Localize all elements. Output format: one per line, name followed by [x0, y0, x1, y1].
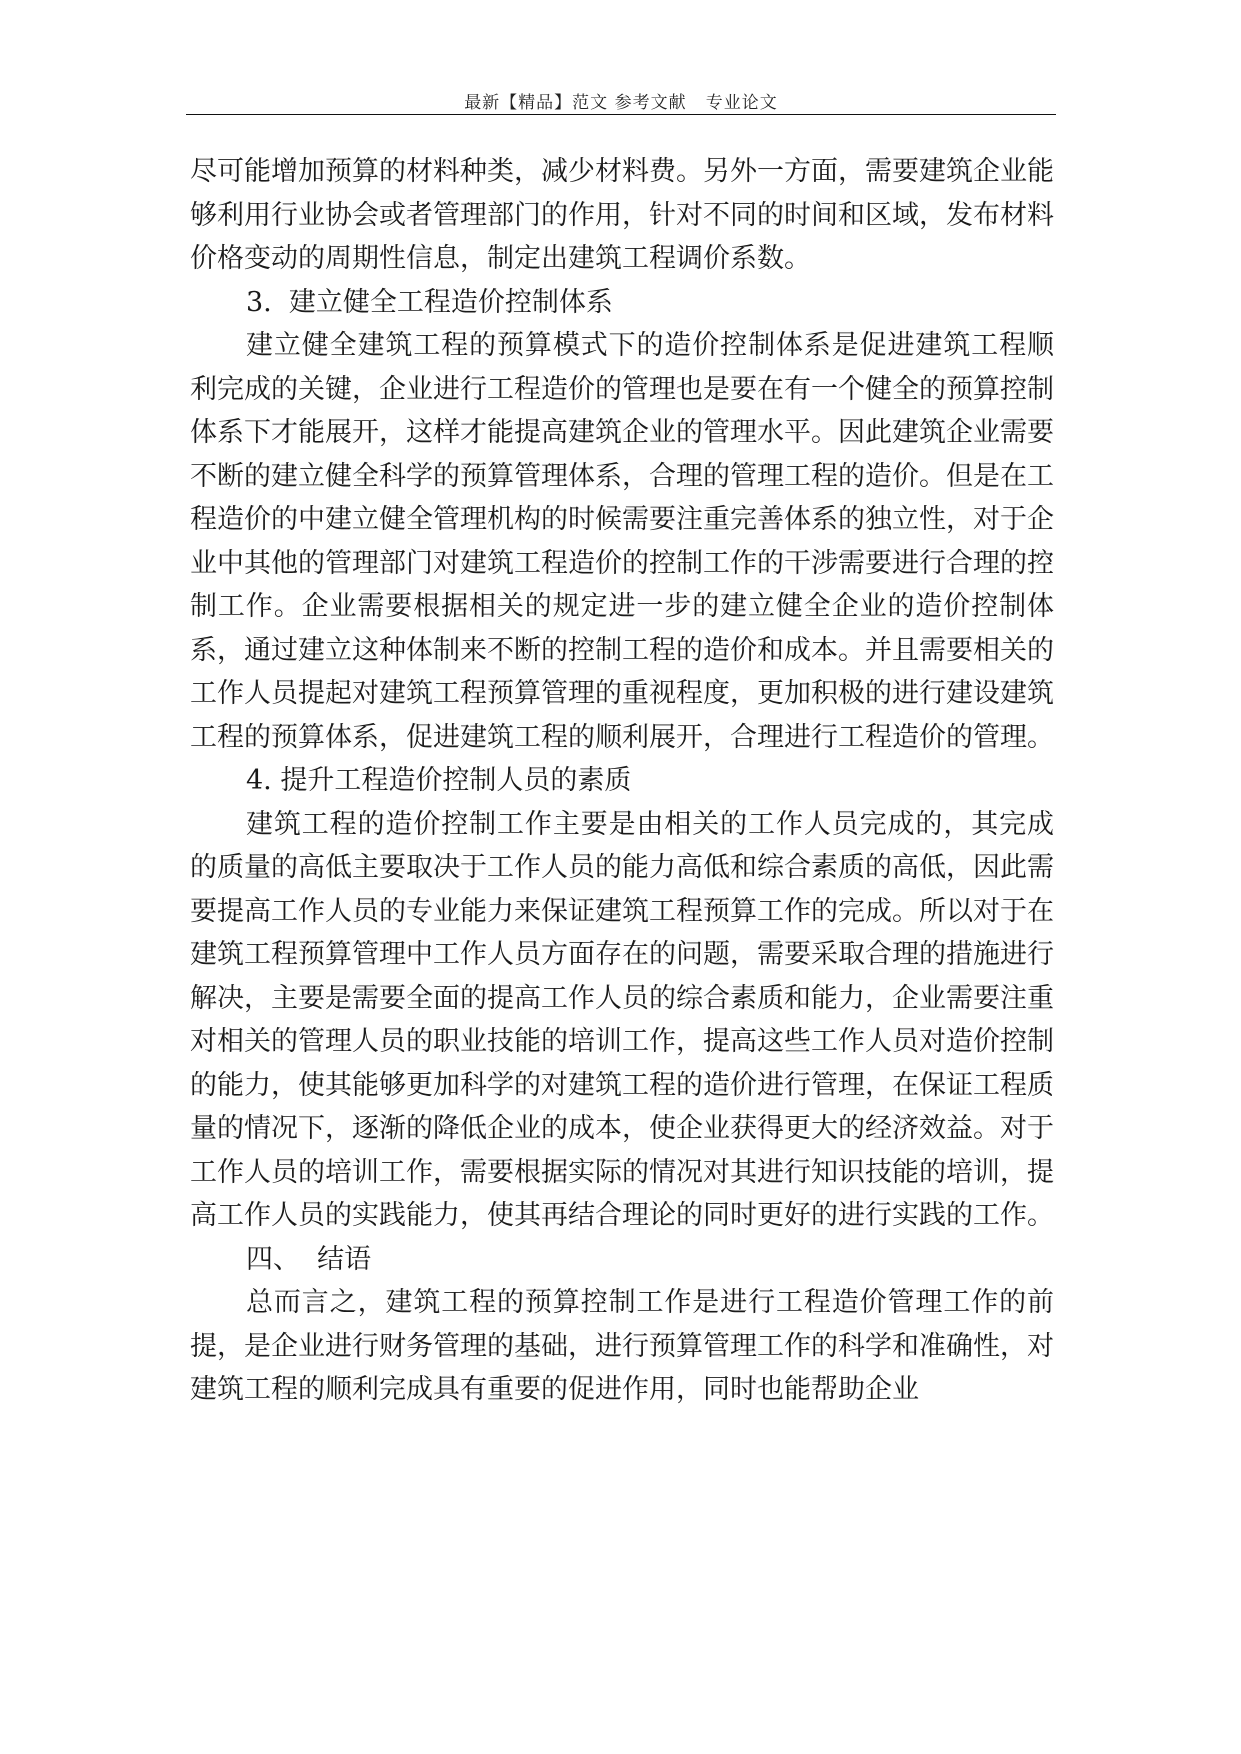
section-heading-3: 3. 建立健全工程造价控制体系	[246, 286, 613, 318]
header-rule	[186, 114, 1056, 115]
paragraph-cost-control-system: 建立健全建筑工程的预算模式下的造价控制体系是促进建筑工程顺利完成的关键，企业进行工程造价的管理也是要在有一个健全的预算控制体系下才能展开，这样才能提高建筑企业的管理水平。因此建筑企业需要不断的建立健全科学的预算管理体系，合理的管理工程的造价。但是在工程造价的中建立健全管理机构的时候需要注重完善体系的独立性，对于企业中其他的管理部门对建筑工程造价的控制工作的干涉需要进行合理的控制工作。企业需要根据相关的规定进一步的建立健全企业的造价控制体系，通过建立这种体制来不断的控制工程的造价和成本。并且需要相关的工作人员提起对建筑工程预算管理的重视程度，更加积极的进行建设建筑工程的预算体系，促进建筑工程的顺利展开，合理进行工程造价的管理。	[190, 330, 1054, 753]
paragraph-staff-quality: 建筑工程的造价控制工作主要是由相关的工作人员完成的，其完成的质量的高低主要取决于工作人员的能力高低和综合素质的高低，因此需要提高工作人员的专业能力来保证建筑工程预算工作的完成。所以对于在建筑工程预算管理中工作人员方面存在的问题，需要采取合理的措施进行解决，主要是需要全面的提高工作人员的综合素质和能力，企业需要注重对相关的管理人员的职业技能的培训工作，提高这些工作人员对造价控制的能力，使其能够更加科学的对建筑工程的造价进行管理，在保证工程质量的情况下，逐渐的降低企业的成本，使企业获得更大的经济效益。对于工作人员的培训工作，需要根据实际的情况对其进行知识技能的培训，提高工作人员的实践能力，使其再结合理论的同时更好的进行实践的工作。	[190, 808, 1054, 1231]
section-heading-4: 4. 提升工程造价控制人员的素质	[246, 765, 632, 796]
paragraph-conclusion: 总而言之，建筑工程的预算控制工作是进行工程造价管理工作的前提，是企业进行财务管理的基础，进行预算管理工作的科学和准确性，对建筑工程的顺利完成具有重要的促进作用，同时也能帮助企业	[190, 1287, 1054, 1405]
paragraph-continued: 尽可能增加预算的材料种类，减少材料费。另外一方面，需要建筑企业能够利用行业协会或者管理部门的作用，针对不同的时间和区域，发布材料价格变动的周期性信息，制定出建筑工程调价系数。	[190, 156, 1054, 274]
document-body	[190, 150, 1054, 1412]
running-header: 最新【精品】范文 参考文献 专业论文	[464, 93, 778, 113]
section-heading-conclusion: 四、 结语	[246, 1243, 372, 1275]
